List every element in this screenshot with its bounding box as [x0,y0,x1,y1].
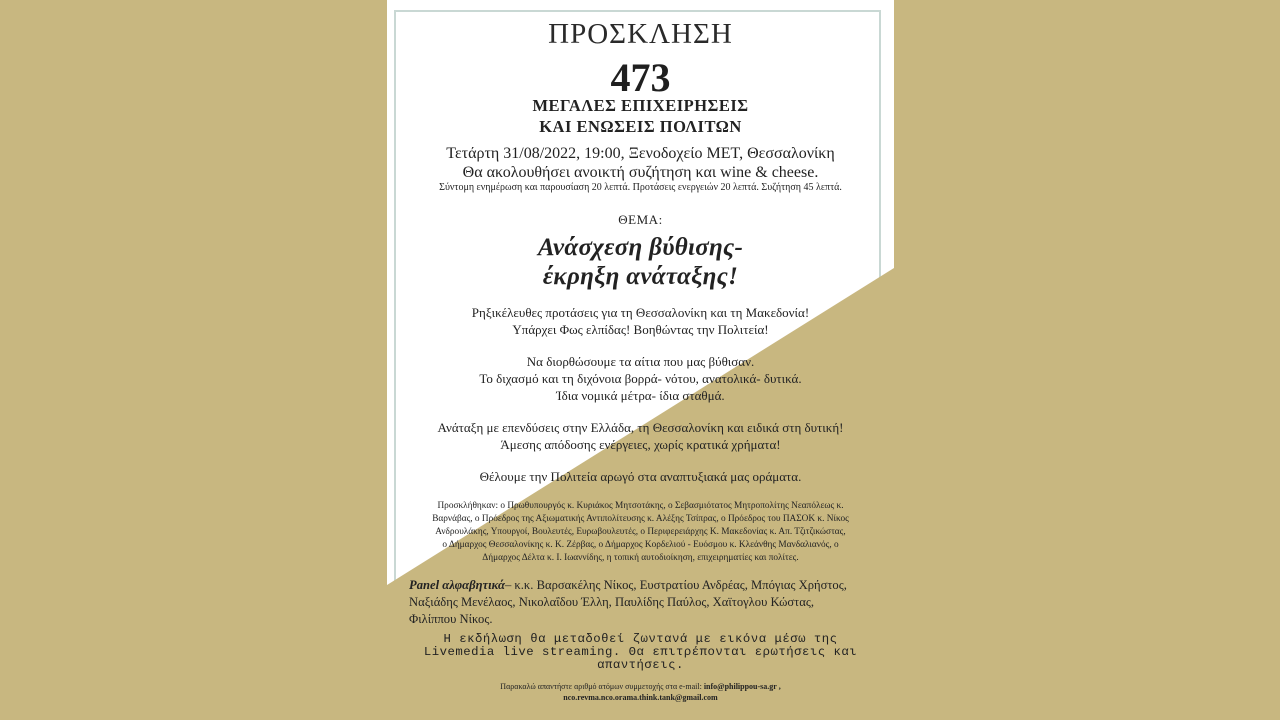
subtitle-line-1: ΜΕΓΑΛΕΣ ΕΠΙΧΕΙΡΗΣΕΙΣ [532,96,749,115]
panel-label: Panel αλφαβητικά [409,578,505,592]
headline-line-2: έκρηξη ανάταξης! [542,263,739,290]
follow-up-line: Θα ακολουθήσει ανοικτή συζήτηση και wine & cheese. [462,164,819,181]
footer-email-1[interactable]: info@philippou-sa.gr , [703,682,781,691]
paragraph-3-line-1: Ανάταξη με επενδύσεις στην Ελλάδα, τη Θεσσαλονίκη και ειδικά στη δυτική! [437,420,844,435]
paragraph-4-line-1: Θέλουμε την Πολιτεία αρωγό στα αναπτυξιακά μας οράματα. [479,469,802,484]
footer-line-2 [387,693,894,702]
invited-line-5: Δήμαρχος Δέλτα κ. Ι. Ιωαννίδης, η τοπική αυτοδιοίκηση, επιχειρηματίες και πολίτες. [482,553,799,563]
theme-label: ΘΕΜΑ: [618,212,663,227]
footer-text: Παρακαλώ απαντήστε αριθμό ατόμων συμμετοχής στα e-mail: [500,682,704,691]
invited-line-1: Προσκλήθηκαν: ο Πρωθυπουργός κ. Κυριάκος Μητσοτάκης, ο Σεβασμιότατος Μητροπολίτης Νεαπόλεως κ. [437,501,844,511]
paragraph-1-line-1: Ρηξικέλευθες προτάσεις για τη Θεσσαλονίκη και τη Μακεδονία! [471,305,810,320]
panel-line-2: Ναξιάδης Μενέλαος, Νικολαΐδου Έλλη, Παυλίδης Παύλος, Χαϊτογλου Κώστας, [409,595,814,609]
footer-email-2[interactable]: nco.revma.nco.orama.think.tank@gmail.com [563,693,718,702]
invited-line-4: ο Δήμαρχος Θεσσαλονίκης κ. Κ. Ζέρβας, ο Δήμαρχος Κορδελιού - Ευόσμου κ. Κλεάνθης Μανδαλιανός, ο [442,540,839,550]
invitation-poster [387,0,894,720]
stream-line-1: Η εκδήλωση θα μεταδοθεί ζωντανά με εικόνα μέσω της [443,632,838,646]
paragraph-2-line-3: Ίδια νομικά μέτρα- ίδια σταθμά. [556,388,725,403]
event-date-line: Τετάρτη 31/08/2022, 19:00, Ξενοδοχείο ΜΕΤ, Θεσσαλονίκη [446,145,835,162]
subtitle-line-2: ΚΑΙ ΕΝΩΣΕΙΣ ΠΟΛΙΤΩΝ [539,117,742,136]
headline-line-1: Ανάσχεση βύθισης- [537,234,744,261]
invited-line-3: Ανδρουλάκης, Υπουργοί, Βουλευτές, Ευρωβουλευτές, ο Περιφερειάρχης Κ. Μακεδονίας κ. Απ. Τζιτζικώστας, [435,527,846,537]
paragraph-1-line-2: Υπάρχει Φως ελπίδας! Βοηθώντας την Πολιτεία! [512,322,769,337]
stream-line-2: Livemedia live streaming. Θα επιτρέπονται ερωτήσεις και [423,645,858,659]
panel-line-3: Φιλίππου Νίκος. [409,612,493,626]
paragraph-3-line-2: Άμεσης απόδοσης ενέργειες, χωρίς κρατικά χρήματα! [500,437,781,452]
invited-line-2: Βαρνάβας, ο Πρόεδρος της Αξιωματικής Αντιπολίτευσης κ. Αλέξης Τσίπρας, ο Πρόεδρος του ΠΑΣΟΚ κ. Νίκος [432,514,849,524]
panel-block [409,577,869,628]
footer-line-1 [387,682,894,691]
paragraph-2-line-2: Το διχασμό και τη διχόνοια βορρά- νότου, ανατολικά- δυτικά. [479,371,802,386]
stream-line-3: απαντήσεις. [597,658,684,672]
panel-line-1 [409,577,869,594]
schedule-line: Σύντομη ενημέρωση και παρουσίαση 20 λεπτά. Προτάσεις ενεργειών 20 λεπτά. Συζήτηση 45 λεπτά. [439,182,842,193]
panel-line-1-rest: – κ.κ. Βαρσακέλης Νίκος, Ευστρατίου Ανδρέας, Μπόγιας Χρήστος, [504,578,847,592]
invitation-title: ΠΡΟΣΚΛΗΣΗ [548,18,733,50]
invitation-number: 473 [610,55,671,100]
paragraph-2-line-1: Να διορθώσουμε τα αίτια που μας βύθισαν. [526,354,755,369]
